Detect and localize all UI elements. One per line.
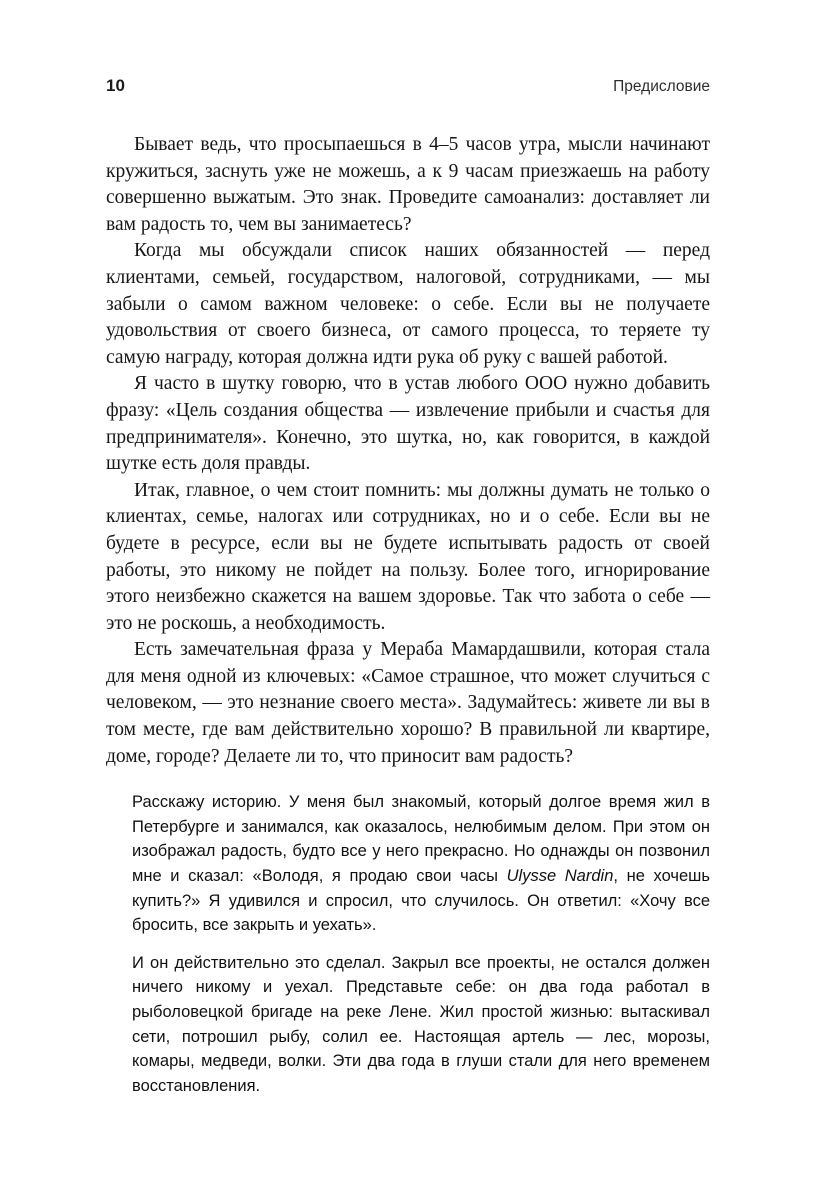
quote-paragraph-2: И он действительно это сделал. Закрыл все проекты, не остался должен ничего никому и уехал. Представьте себе: он два года работал в рыболовецкой бригаде на реке Лене. Жил простой жизнью: вытаскивал сети, потрошил рыбу, солил ее. Настоящая артель — лес, морозы, комары, медведи, волки. Эти два года в глуши стали для него временем восстановления. [132,953,710,1095]
quote-paragraph-1-post: , не хочешь купить?» Я удивился и спросил, что случилось. Он ответил: «Хочу все бросить, все закрыть и уехать». [132,867,711,935]
page-number: 10 [106,76,125,95]
quote-block [132,790,710,1098]
paragraph-5: Есть замечательная фраза у Мераба Мамардашвили, которая стала для меня одной из ключевых: «Самое страшное, что может случиться с человеком, — это незнание своего места». Задумайтесь: живете ли вы в том месте, где вам действительно хорошо? В правильной ли квартире, доме, городе? Делаете ли то, что приносит вам радость? [106,639,710,767]
quote-paragraph-1 [132,790,710,938]
quote-paragraph-1-italic: Ulysse Nardin [506,867,614,886]
page-header [106,76,710,96]
paragraph-3: Я часто в шутку говорю, что в устав любого ООО нужно добавить фразу: «Цель создания общества — извлечение прибыли и счастья для предпринимателя». Конечно, это шутка, но, как говорится, в каждой шутке есть доля правды. [106,373,710,475]
paragraph-2: Когда мы обсуждали список наших обязанностей — перед клиентами, семьей, государством, налоговой, сотрудниками, — мы забыли о самом важном человеке: о себе. Если вы не получаете удовольствия от своего бизнеса, от самого процесса, то теряете ту самую награду, которая должна идти рука об руку с вашей работой. [106,240,710,368]
paragraph-4: Итак, главное, о чем стоит помнить: мы должны думать не только о клиентах, семье, налогах или сотрудниках, но и о себе. Если вы не будете в ресурсе, если вы не будете испытывать радость от своей работы, это никому не пойдет на пользу. Более того, игнорирование этого неизбежно скажется на вашем здоровье. Так что забота о себе — это не роскошь, а необходимость. [106,479,710,634]
quote-paragraph-1-pre: Расскажу историю. У меня был знакомый, который долгое время жил в Петербурге и занимался, как оказалось, нелюбимым делом. При этом он изображал радость, будто все у него прекрасно. Но однажды он позвонил мне и сказал: «Володя, я продаю свои часы [132,793,710,886]
paragraph-1: Бывает ведь, что просыпаешься в 4–5 часов утра, мысли начинают кружиться, заснуть уже не можешь, а к 9 часам приезжаешь на работу совершенно выжатым. Это знак. Проведите самоанализ: доставляет ли вам радость то, чем вы занимаетесь? [106,134,710,235]
body-text [106,132,710,1098]
running-title: Предисловие [613,78,710,95]
